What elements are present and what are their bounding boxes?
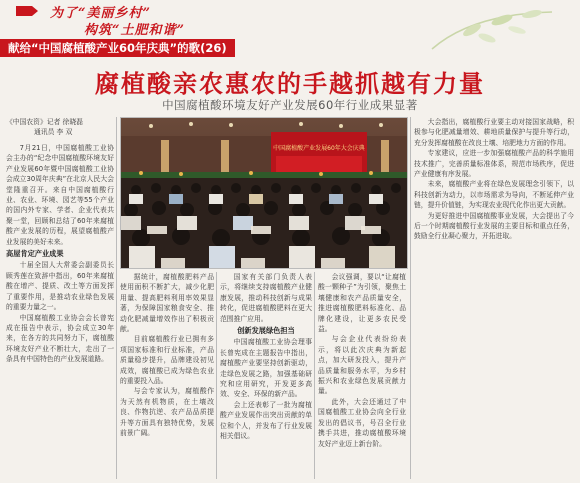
paragraph: 未来，腐植酸产业将在绿色发展理念引领下，以科技创新为动力，以市场需求为导向，不断延伸产业链，提升价值链，为实现农业现代化作出更大贡献。 <box>414 180 574 210</box>
section-heading: 创新发展绿色担当 <box>237 326 295 336</box>
paragraph: 十届全国人大常委会副委员长顾秀莲在致辞中指出，60年来腐植酸在增产、提质、改土等方面发挥了重要作用，是推动农业绿色发展的重要力量之一。 <box>6 261 114 312</box>
paragraph: 专家建议，应进一步加强腐植酸产品的科学施用技术推广，完善质量标准体系，规范市场秩序，促进产业健康有序发展。 <box>414 149 574 179</box>
byline-reporter: 《中国农资》记者 徐晓磊 <box>6 118 83 126</box>
paragraph: 此外，大会还通过了中国腐植酸工业协会向全行业发出的倡议书，号召全行业携手共进，推动腐植酸环境友好产业迈上新台阶。 <box>318 397 406 448</box>
paragraph: 会上还表彰了一批为腐植酸产业发展作出突出贡献的单位和个人，并发布了行业发展相关倡议。 <box>220 400 312 441</box>
headline: 腐植酸亲农惠农的手越抓越有力量 <box>95 70 485 98</box>
paragraph: 与会企业代表纷纷表示，将以此次庆典为新起点，加大研发投入，提升产品质量和服务水平，为乡村振兴和农业绿色发展贡献力量。 <box>318 335 406 396</box>
column-4 <box>318 272 406 479</box>
leaf-decoration-icon <box>412 4 562 54</box>
paragraph: 目前腐植酸行业已拥有多项国家标准和行业标准，产品质量稳步提升，品牌建设初见成效，腐植酸已成为绿色农业的重要投入品。 <box>120 335 214 386</box>
ribbon-decoration <box>16 6 32 16</box>
paragraph: 中国腐植酸工业协会会长曾宪成在报告中表示，协会成立30年来，在各方的共同努力下，腐植酸环境友好产业不断壮大，走出了一条具有中国特色的产业发展道路。 <box>6 313 114 364</box>
byline-correspondent: 通讯员 李 双 <box>34 128 73 136</box>
paragraph: 据统计，腐植酸肥料产品使用面积不断扩大，减少化肥用量、提高肥料利用率效果显著，为保障国家粮食安全、推动化肥减量增效作出了积极贡献。 <box>120 273 214 334</box>
section-heading: 高屋肯定产业成果 <box>6 249 64 259</box>
series-banner <box>0 0 580 60</box>
subheadline: 中国腐植酸环境友好产业发展60年行业成果显著 <box>162 98 418 112</box>
paragraph: 中国腐植酸工业协会理事长曾宪成在主题报告中指出，腐植酸产业要坚持创新驱动，走绿色发展之路，加强基础研究和应用研究，开发更多高效、安全、环保的新产品。 <box>220 338 312 399</box>
paragraph: 会议强调，要以“让腐植酸一颗种子”为引领，聚焦土壤健康和农产品质量安全，推进腐植酸肥料标准化、品牌化建设，让更多农民受益。 <box>318 273 406 334</box>
paragraph: 国家有关部门负责人表示，将继续支持腐植酸产业健康发展，推动科技创新与成果转化，促进腐植酸肥料在更大范围推广应用。 <box>220 273 312 323</box>
screen-text: 中国腐植酸产业发展60年大会庆典 <box>273 145 365 152</box>
paragraph: 为更好推进中国腐植酸事业发展，大会提出了今后一个时期腐植酸行业发展的主要目标和重点任务，鼓励全行业凝心聚力，开拓进取。 <box>414 211 574 241</box>
column-3 <box>220 272 312 479</box>
column-2 <box>120 272 214 479</box>
paragraph: 7月21日，中国腐植酸工业协会主办的“纪念中国腐植酸环境友好产业发展60年暨中国腐植酸工业协会成立30周年庆典”在北京人民大会堂隆重召开。来自中国腐植酸行业、农业、环境、园艺等55个产业的国内外专家、学者、企业代表共聚一堂，回顾和总结了60年来腐植酸产业发展的历程，展望腐植酸产业发展的美好未来。 <box>6 144 114 246</box>
byline <box>6 117 114 137</box>
paragraph: 与会专家认为，腐植酸作为天然有机物质，在土壤改良、作物抗逆、农产品品质提升等方面具有独特优势，发展前景广阔。 <box>120 387 214 438</box>
slogan-line-2: 构筑“土肥和谐” <box>84 23 185 38</box>
column-1 <box>6 117 114 479</box>
series-label: 献给“中国腐植酸产业60年庆典”的歌(26) <box>0 39 235 57</box>
slogan-line-1: 为了“美丽乡村” <box>50 6 151 21</box>
paragraph: 大会指出，腐植酸行业要主动对接国家战略，积极参与化肥减量增效、耕地质量保护与提升等行动，充分发挥腐植酸在改良土壤、培肥地力方面的作用。 <box>414 118 574 147</box>
conference-photo <box>120 117 408 269</box>
column-5 <box>414 117 574 479</box>
